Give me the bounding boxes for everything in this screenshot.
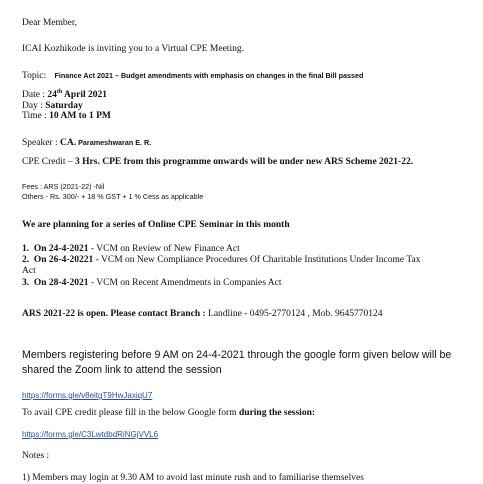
seminar-date: On 24-4-2021 (33, 244, 89, 254)
cpe-form-link[interactable]: https://forms.gle/C3LwtdbdRiNGjVVL6 (22, 430, 159, 439)
notes-label: Notes : (22, 451, 50, 461)
avail-text: To avail CPE credit please fill in the below Google form (22, 408, 239, 418)
date-month-year: April 2021 (62, 90, 108, 100)
greeting: Dear Member, (22, 18, 78, 28)
cpe-label: CPE Credit – (22, 157, 76, 167)
fees-label: Fees : (22, 182, 44, 191)
day-label: Day : (22, 101, 46, 111)
note-1: 1) Members may login at 9.30 AM to avoid last minute rush and to familiarise themselves (22, 473, 364, 483)
seminar-text: - VCM on Review of New Finance Act (88, 244, 240, 254)
time-line (22, 111, 111, 122)
ars-line (22, 309, 382, 320)
topic-label: Topic: (22, 71, 47, 81)
speaker-name: Parameshwaran E. R. (76, 138, 152, 147)
avail-bold: during the session: (239, 408, 316, 418)
date-suffix: th (56, 88, 63, 95)
seminar-text: Act (22, 266, 36, 276)
planning-heading: We are planning for a series of Online CPE Seminar in this month (22, 220, 290, 230)
fees-others-line: Others - Rs. 300/- + 18 % GST + 1 % Cess as applicable (22, 192, 204, 201)
seminar-num: 3. (22, 278, 30, 288)
day-value: Saturday (45, 101, 83, 111)
date-day-num: 24 (47, 90, 57, 100)
seminar-date: On 28-4-2021 (33, 278, 89, 288)
seminar-item-1 (22, 244, 240, 255)
cpe-credit-line (22, 157, 413, 168)
speaker-line (22, 137, 151, 149)
registering-notice: Members registering before 9 AM on 24-4-2021 through the google form given below will be shared the Zoom link to attend the session (22, 349, 452, 376)
speaker-label: Speaker : (22, 138, 60, 148)
time-value: 10 AM to 1 PM (49, 111, 111, 121)
intro-line: ICAI Kozhikode is inviting you to a Virtual CPE Meeting. (22, 44, 244, 54)
seminar-item-2 (22, 255, 420, 266)
seminar-num: 2. (22, 255, 30, 265)
avail-cpe-line (22, 408, 315, 419)
seminar-date: On 26-4-20221 (33, 255, 94, 265)
fees-value: ARS (2021-22) -Nil (43, 182, 105, 191)
registration-form-link[interactable]: https://forms.gle/v8eitgT9HwJaxiqU7 (22, 391, 153, 400)
seminar-text: - VCM on New Compliance Procedures Of Charitable Institutions Under Income Tax (93, 255, 421, 265)
cpe-form-link-line (22, 429, 158, 441)
topic-line (22, 70, 363, 82)
seminar-item-2-continued (22, 266, 36, 277)
time-label: Time : (22, 111, 50, 121)
cpe-value: 3 Hrs. CPE from this programme onwards will be under new ARS Scheme 2021-22. (75, 157, 414, 167)
topic-text: Finance Act 2021 – Budget amendments with emphasis on changes in the final Bill passed (54, 71, 364, 80)
speaker-prefix: CA. (60, 138, 77, 148)
ars-bold: ARS 2021-22 is open. Please contact Branch : (22, 309, 206, 319)
registration-link-line (22, 390, 152, 402)
date-line (22, 90, 107, 101)
date-label: Date : (22, 90, 48, 100)
ars-contact: Landline - 0495-2770124 , Mob. 9645770124 (205, 309, 383, 319)
seminar-text: - VCM on Recent Amendments in Companies Act (88, 278, 282, 288)
seminar-item-3 (22, 278, 281, 289)
seminar-num: 1. (22, 244, 30, 254)
